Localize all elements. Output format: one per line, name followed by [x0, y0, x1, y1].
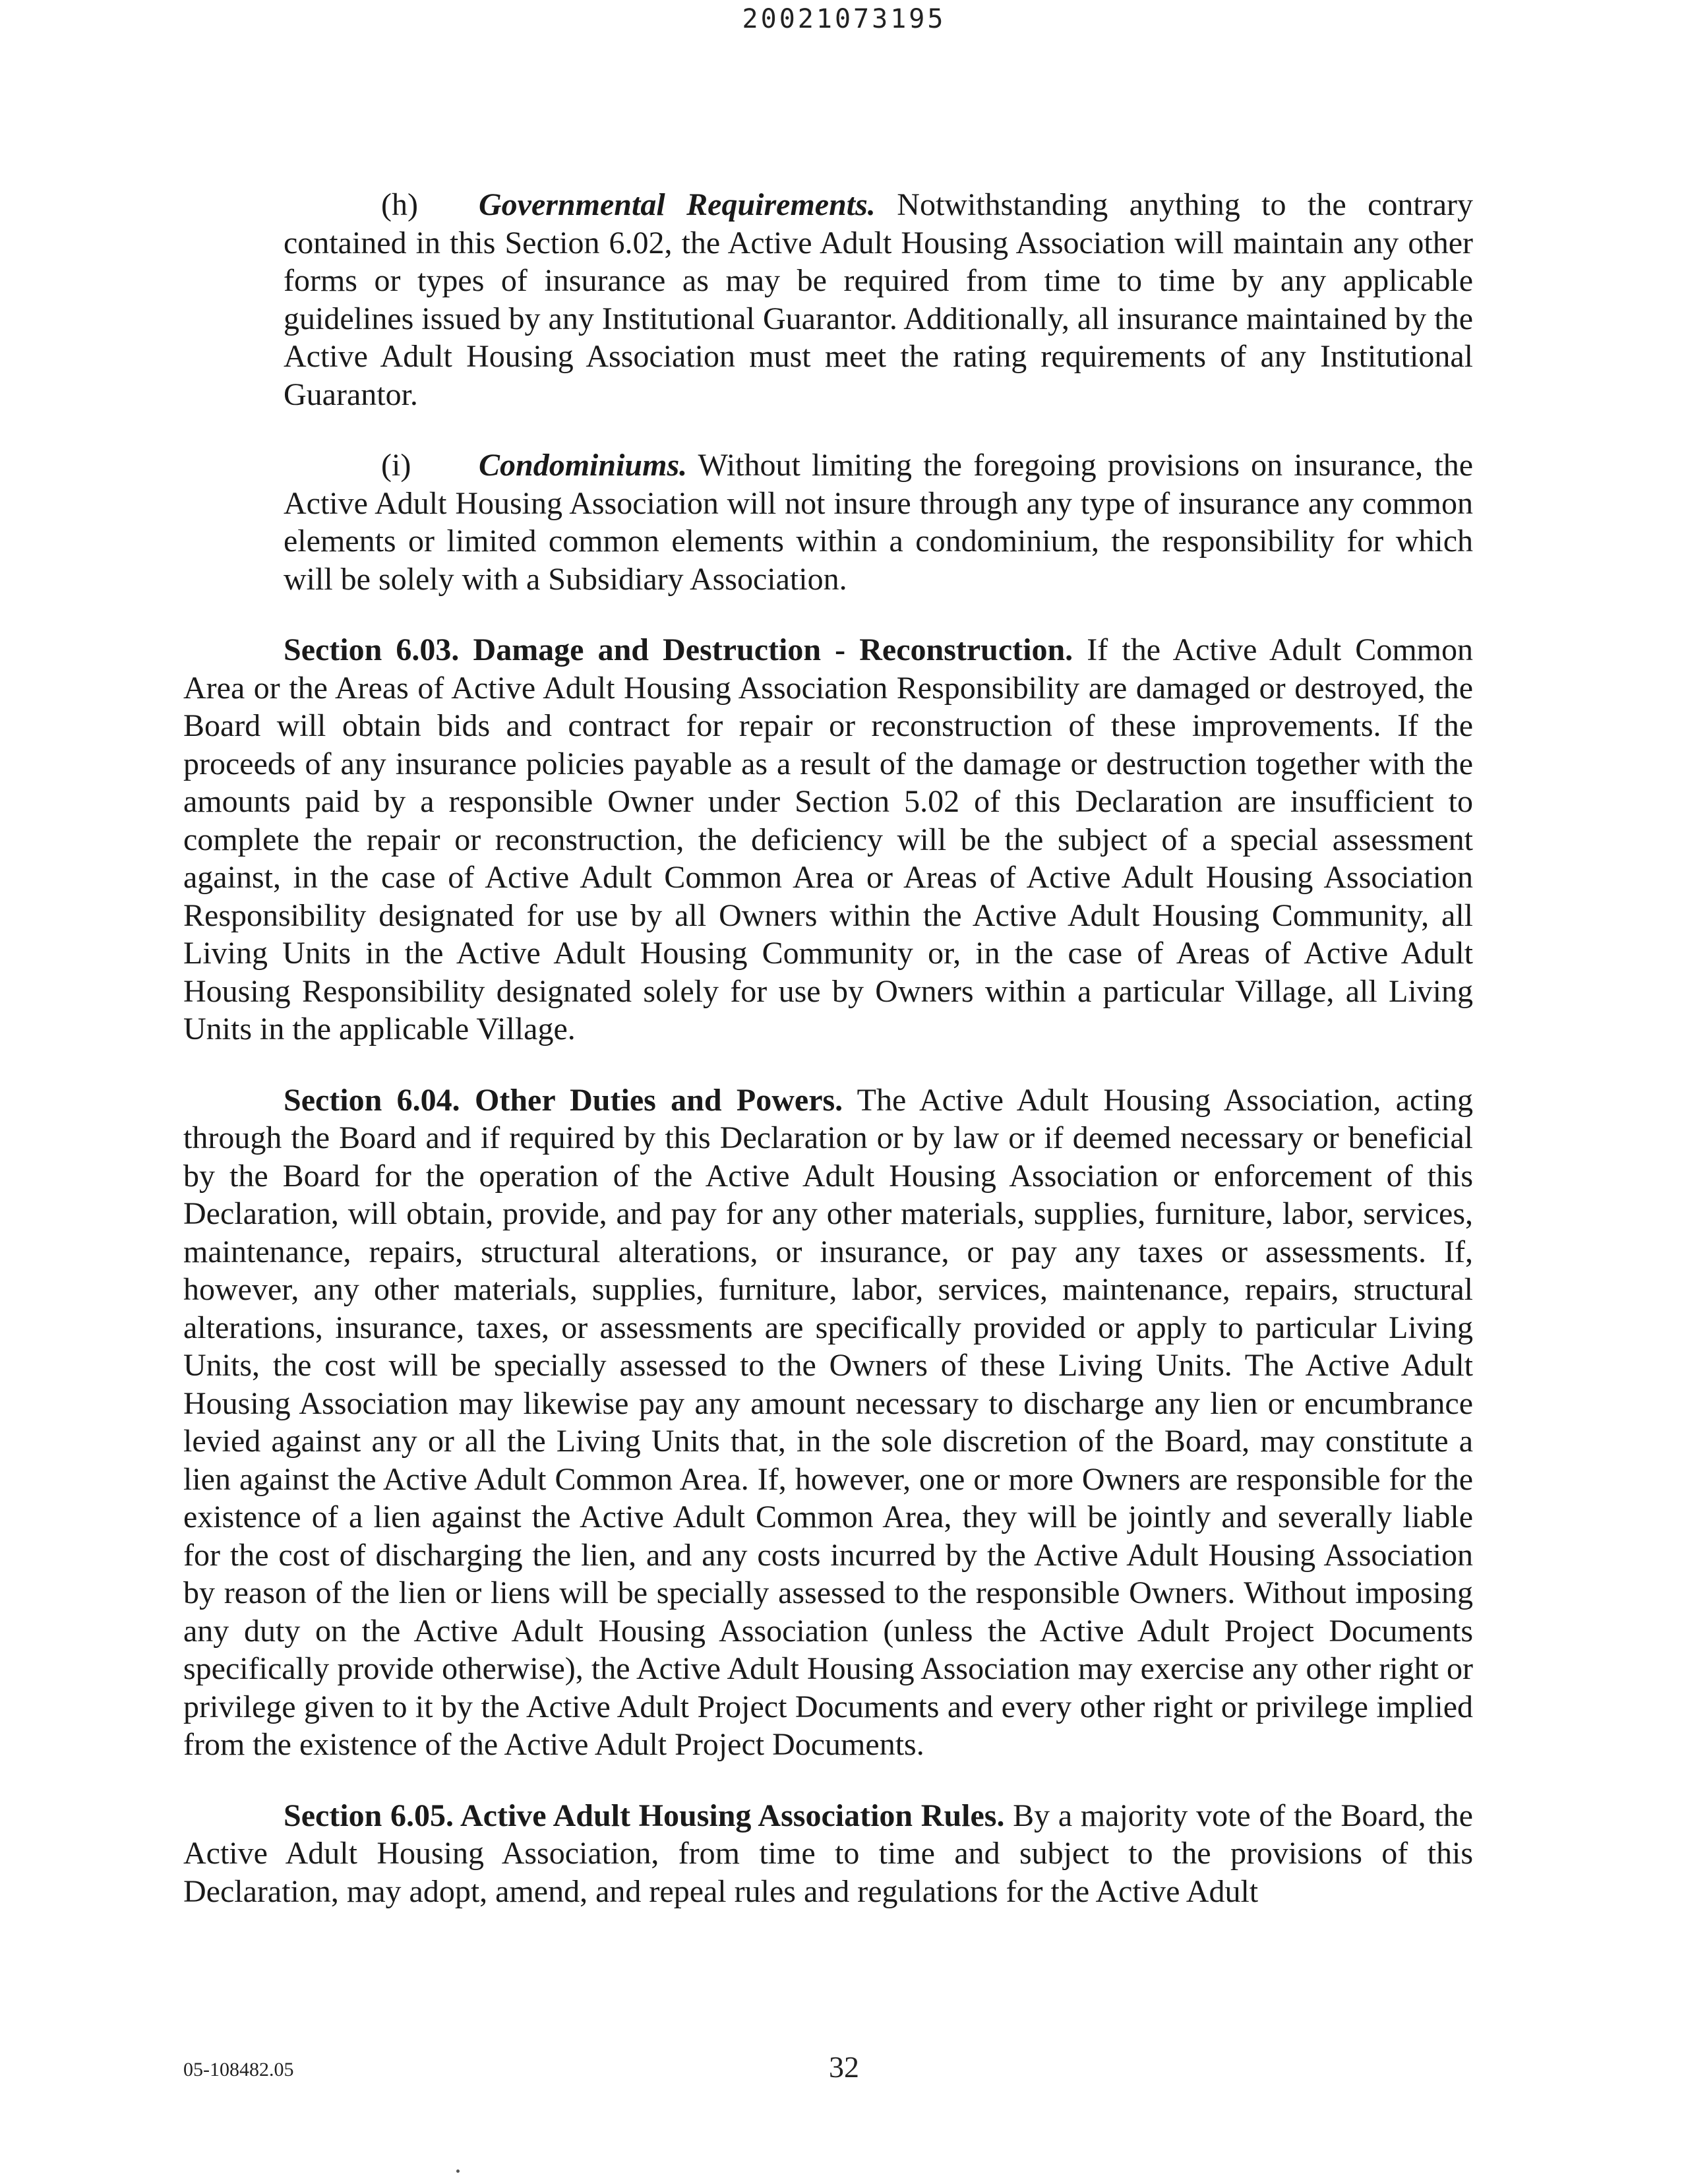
paragraph-marker: (h) — [381, 187, 418, 222]
paragraph-marker: (i) — [381, 448, 411, 483]
scan-speck — [456, 2169, 460, 2173]
paragraph-h — [284, 186, 1473, 413]
document-body — [183, 186, 1473, 1943]
section-text: By a majority vote of the Board, the Active Adult Housing Association, from time to time and subject to the provisions of this Declaration, may adopt, amend, and repeal rules and regulations for the Active Adult — [183, 1798, 1473, 1909]
paragraph-text: Notwithstanding anything to the contrary contained in this Section 6.02, the Active Adult Housing Association will maintain any other forms or types of insurance as may be required from time to time by any applicable guidelines issued by any Institutional Guarantor. Additionally, all insurance maintained by the Active Adult Housing Association must meet the rating requirements of any Institutional Guarantor. — [284, 187, 1474, 412]
section-6-04 — [183, 1081, 1473, 1764]
section-heading: Section 6.04. Other Duties and Powers. — [284, 1082, 843, 1118]
paragraph-heading: Governmental Requirements. — [479, 187, 876, 222]
section-heading: Section 6.03. Damage and Destruction - Reconstruction. — [284, 632, 1073, 667]
section-text: The Active Adult Housing Association, acting through the Board and if required by this Declaration or by law or if deemed necessary or beneficial by the Board for the operation of the Active Adult Housing Association or enforcement of this Declaration, will obtain, provide, and pay for any other materials, supplies, furniture, labor, services, maintenance, repairs, structural alterations, or insurance, or pay any taxes or assessments. If, however, any other materials, supplies, furniture, labor, services, maintenance, repairs, structural alterations, insurance, taxes, or assessments are specifically provided or apply to particular Living Units, the cost will be specially assessed to the Owners of these Living Units. The Active Adult Housing Association may likewise pay any amount necessary to discharge any lien or encumbrance levied against any or all the Living Units that, in the sole discretion of the Board, may constitute a lien against the Active Adult Common Area. If, however, one or more Owners are responsible for the existence of a lien against the Active Adult Common Area, they will be jointly and severally liable for the cost of discharging the lien, and any costs incurred by the Active Adult Housing Association by reason of the lien or liens will be specially assessed to the responsible Owners. Without imposing any duty on the Active Adult Housing Association (unless the Active Adult Project Documents specifically provide otherwise), the Active Adult Housing Association may exercise any other right or privilege given to it by the Active Adult Project Documents and every other right or privilege implied from the existence of the Active Adult Project Documents. — [183, 1082, 1474, 1762]
section-text: If the Active Adult Common Area or the Areas of Active Adult Housing Association Responsibility are damaged or destroyed, the Board will obtain bids and contract for repair or reconstruction of these improvements. If the proceeds of any insurance policies payable as a result of the damage or destruction together with the amounts paid by a responsible Owner under Section 5.02 of this Declaration are insufficient to complete the repair or reconstruction, the deficiency will be the subject of a special assessment against, in the case of Active Adult Common Area or Areas of Active Adult Housing Association Responsibility designated for use by all Owners within the Active Adult Housing Community, all Living Units in the Active Adult Housing Community or, in the case of Areas of Active Adult Housing Responsibility designated solely for use by Owners within a particular Village, all Living Units in the applicable Village. — [183, 632, 1473, 1046]
page-number: 32 — [829, 2050, 859, 2084]
footer-document-id: 05-108482.05 — [183, 2059, 294, 2080]
paragraph-heading: Condominiums. — [479, 448, 688, 483]
document-number: 20021073195 — [742, 4, 946, 34]
section-6-03 — [183, 631, 1473, 1048]
section-6-05 — [183, 1797, 1473, 1911]
paragraph-text: Without limiting the foregoing provisions on insurance, the Active Adult Housing Association will not insure through any type of insurance any common elements or limited common elements within a condominium, the responsibility for which will be solely with a Subsidiary Association. — [284, 448, 1473, 597]
paragraph-i — [284, 446, 1473, 598]
section-heading: Section 6.05. Active Adult Housing Association Rules. — [284, 1798, 1005, 1833]
